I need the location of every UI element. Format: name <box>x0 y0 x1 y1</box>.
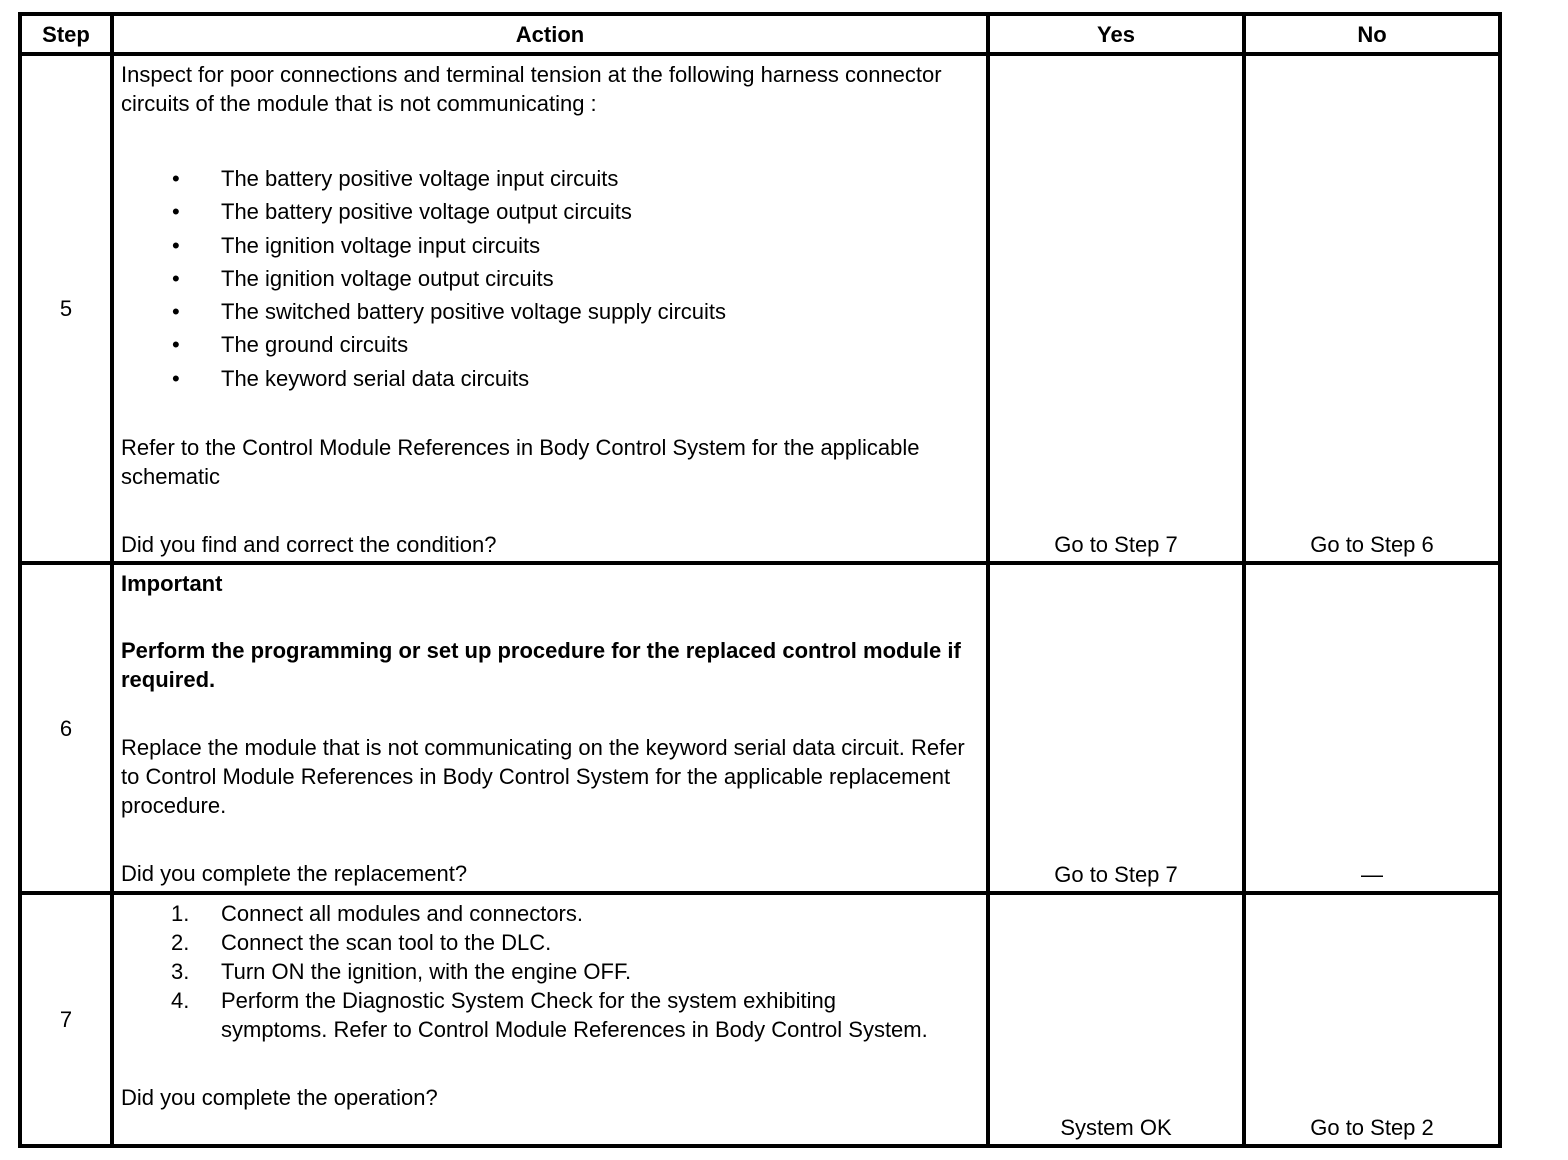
list-item: • The ignition voltage output circuits <box>121 262 980 295</box>
action-cell <box>112 563 988 893</box>
yes-result: Go to Step 7 <box>988 563 1244 893</box>
question-text: Did you complete the operation? <box>121 1085 438 1111</box>
question-text: Did you find and correct the condition? <box>121 532 497 558</box>
list-item: • The ignition voltage input circuits <box>121 229 980 262</box>
list-item: 4. Perform the Diagnostic System Check for the system exhibiting symptoms. Refer to Control Module References in Body Control System. <box>171 988 928 1043</box>
replace-text: Replace the module that is not communicating on the keyword serial data circuit. Refer to Control Module References in Body Control System for the applicable replacement procedure. <box>121 735 965 819</box>
table-row-step-5 <box>20 54 1500 563</box>
yes-result: Go to Step 7 <box>988 54 1244 563</box>
step-number: 5 <box>20 54 112 563</box>
list-item: • The battery positive voltage output circuits <box>121 195 980 228</box>
table-row-step-6 <box>20 563 1500 893</box>
circuit-list <box>121 162 980 395</box>
bullet-icon: • <box>172 365 180 391</box>
action-cell <box>112 54 988 563</box>
list-item: 2. Connect the scan tool to the DLC. <box>171 930 552 956</box>
list-item: • The keyword serial data circuits <box>121 362 980 395</box>
bullet-icon: • <box>172 265 180 291</box>
step-number: 7 <box>20 893 112 1146</box>
table-row-step-7 <box>20 893 1500 1146</box>
important-text: Perform the programming or set up procedure for the replaced control module if required. <box>121 638 961 693</box>
bullet-icon: • <box>172 332 180 358</box>
no-result: — <box>1244 563 1500 893</box>
list-item: • The ground circuits <box>121 328 980 361</box>
action-intro: Inspect for poor connections and terminal tension at the following harness connector circuits of the module that is not communicating : <box>121 62 942 116</box>
question-text: Did you complete the replacement? <box>121 861 468 887</box>
no-result: Go to Step 6 <box>1244 54 1500 563</box>
header-no: No <box>1244 14 1500 54</box>
important-heading: Important <box>121 571 223 597</box>
list-item: 3. Turn ON the ignition, with the engine OFF. <box>171 959 632 985</box>
step-number: 6 <box>20 563 112 893</box>
bullet-icon: • <box>172 232 180 258</box>
bullet-icon: • <box>172 199 180 225</box>
list-item: • The battery positive voltage input circuits <box>121 162 980 195</box>
refer-text: Refer to the Control Module References in Body Control System for the applicable schematic <box>121 435 920 490</box>
procedure-list <box>121 899 980 1044</box>
list-item: 1. Connect all modules and connectors. <box>171 901 583 927</box>
no-result: Go to Step 2 <box>1244 893 1500 1146</box>
header-step: Step <box>20 14 112 54</box>
header-row <box>20 14 1500 54</box>
diagnostic-table <box>18 12 1502 1148</box>
bullet-icon: • <box>172 166 180 191</box>
action-cell <box>112 893 988 1146</box>
bullet-icon: • <box>172 299 180 325</box>
yes-result: System OK <box>988 893 1244 1146</box>
header-yes: Yes <box>988 14 1244 54</box>
header-action: Action <box>112 14 988 54</box>
list-item: • The switched battery positive voltage supply circuits <box>121 295 980 328</box>
